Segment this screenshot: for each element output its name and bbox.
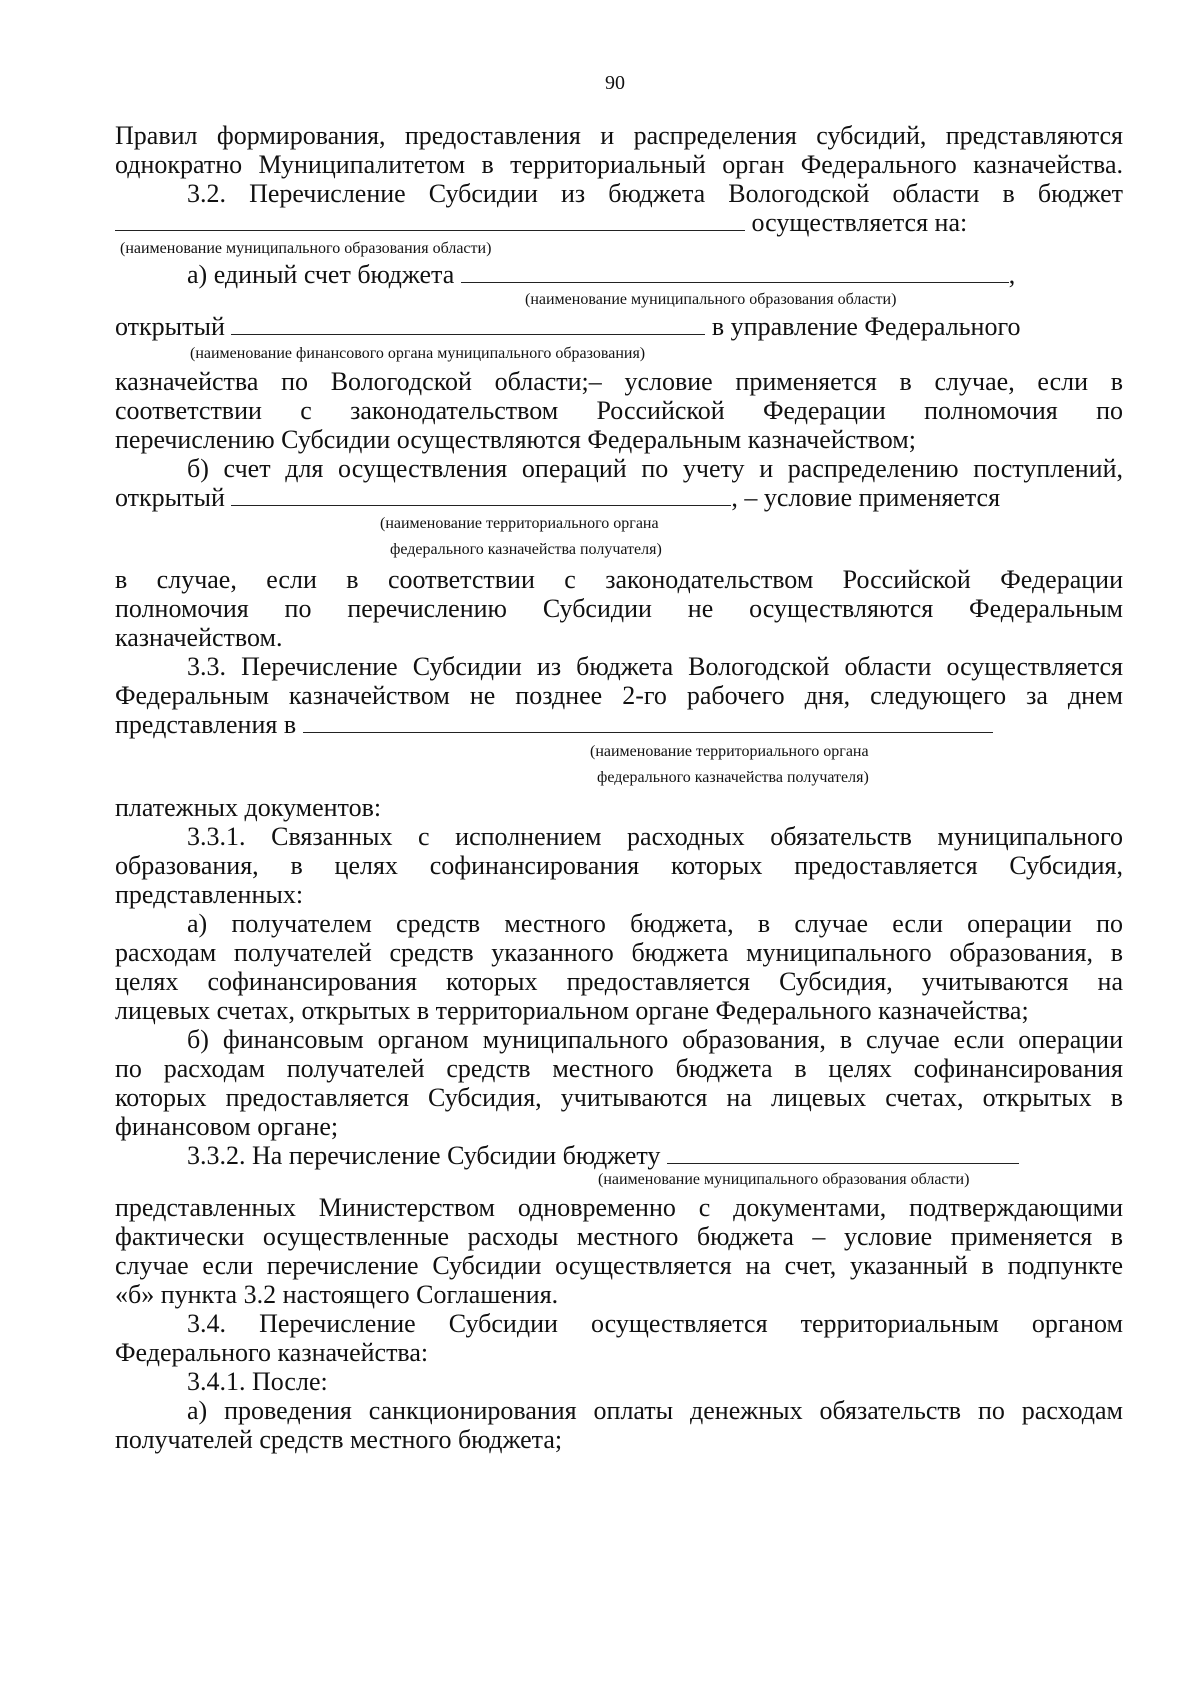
text-line: 3.4.1. После: (187, 1367, 328, 1396)
line-text: , – условие применяется (731, 483, 1001, 512)
text-line: 3.3.1. Связанных с исполнением расходных обязательств муниципального (187, 822, 1123, 851)
field-caption: (наименование муниципального образования области) (120, 240, 492, 257)
text-line: представленных: (115, 880, 304, 909)
text-line: а) получателем средств местного бюджета, в случае если операции по (187, 909, 1123, 938)
text-line: фактически осуществленные расходы местного бюджета – условие применяется в (115, 1222, 1123, 1251)
line-text: 3.3.2. На перечисление Субсидии бюджету (187, 1141, 661, 1170)
text-line: случае если перечисление Субсидии осуществляется на счет, указанный в подпункте (115, 1251, 1123, 1280)
text-line: полномочия по перечислению Субсидии не осуществляются Федеральным (115, 594, 1123, 623)
text-line: получателей средств местного бюджета; (115, 1425, 563, 1454)
line-text: открытый (115, 483, 225, 512)
page-number: 90 (605, 72, 625, 94)
text-line: казначейства по Вологодской области;– условие применяется в случае, если в (115, 367, 1123, 396)
field-caption: (наименование территориального органа (380, 515, 659, 532)
comma: , (1008, 260, 1016, 289)
line-text: открытый (115, 312, 225, 341)
text-line: Федерального казначейства: (115, 1338, 429, 1367)
text-line: соответствии с законодательством Российской Федерации полномочия по (115, 396, 1123, 425)
blank-field[interactable] (231, 312, 705, 335)
text-line: по расходам получателей средств местного бюджета в целях софинансирования (115, 1054, 1123, 1083)
text-line: б) счет для осуществления операций по учету и распределению поступлений, (187, 454, 1123, 483)
text-line (187, 1140, 1123, 1171)
field-caption: (наименование муниципального образования области) (598, 1171, 970, 1188)
blank-field[interactable] (115, 208, 745, 231)
text-line: представленных Министерством одновременно с документами, подтверждающими (115, 1193, 1123, 1222)
text-line: казначейством. (115, 623, 283, 652)
text-line: Федеральным казначейством не позднее 2-го рабочего дня, следующего за днем (115, 681, 1123, 710)
text-line: 3.3. Перечисление Субсидии из бюджета Вологодской области осуществляется (187, 652, 1123, 681)
text-line: расходам получателей средств указанного бюджета муниципального образования, в (115, 938, 1123, 967)
text-line: 3.4. Перечисление Субсидии осуществляется территориальным органом (187, 1309, 1123, 1338)
blank-field[interactable] (303, 710, 993, 733)
text-line (187, 259, 1123, 290)
field-caption: (наименование территориального органа (590, 743, 869, 760)
text-line (115, 207, 1123, 238)
text-line: лицевых счетах, открытых в территориальном органе Федерального казначейства; (115, 996, 1029, 1025)
line-text: представления в (115, 710, 297, 739)
text-line: 3.2. Перечисление Субсидии из бюджета Вологодской области в бюджет (187, 179, 1123, 208)
text-line: финансовом органе; (115, 1112, 339, 1141)
text-line: а) проведения санкционирования оплаты денежных обязательств по расходам (187, 1396, 1123, 1425)
line-text: в управление Федерального (711, 312, 1021, 341)
text-line: в случае, если в соответствии с законодательством Российской Федерации (115, 565, 1123, 594)
text-line (115, 311, 1123, 342)
text-line: платежных документов: (115, 793, 382, 822)
text-line: б) финансовым органом муниципального образования, в случае если операции (187, 1025, 1123, 1054)
field-caption: (наименование финансового органа муниципального образования) (190, 345, 646, 362)
text-line: целях софинансирования которых предоставляется Субсидия, учитываются на (115, 967, 1123, 996)
text-line: Правил формирования, предоставления и распределения субсидий, представляются (115, 121, 1123, 150)
field-caption: (наименование муниципального образования области) (525, 291, 897, 308)
text-line (115, 709, 1123, 740)
line-text: а) единый счет бюджета (187, 260, 455, 289)
blank-field[interactable] (667, 1141, 1019, 1164)
text-line (115, 482, 1123, 513)
blank-field[interactable] (231, 483, 731, 506)
text-line: «б» пункта 3.2 настоящего Соглашения. (115, 1280, 559, 1309)
text-line: образования, в целях софинансирования которых предоставляется Субсидия, (115, 851, 1123, 880)
line-text: осуществляется на: (751, 208, 968, 237)
text-line: которых предоставляется Субсидия, учитываются на лицевых счетах, открытых в (115, 1083, 1123, 1112)
field-caption: федерального казначейства получателя) (597, 769, 869, 786)
text-line: однократно Муниципалитетом в территориальный орган Федерального казначейства. (115, 150, 1123, 179)
text-line: перечислению Субсидии осуществляются Федеральным казначейством; (115, 425, 916, 454)
blank-field[interactable] (461, 260, 1009, 283)
field-caption: федерального казначейства получателя) (390, 541, 662, 558)
